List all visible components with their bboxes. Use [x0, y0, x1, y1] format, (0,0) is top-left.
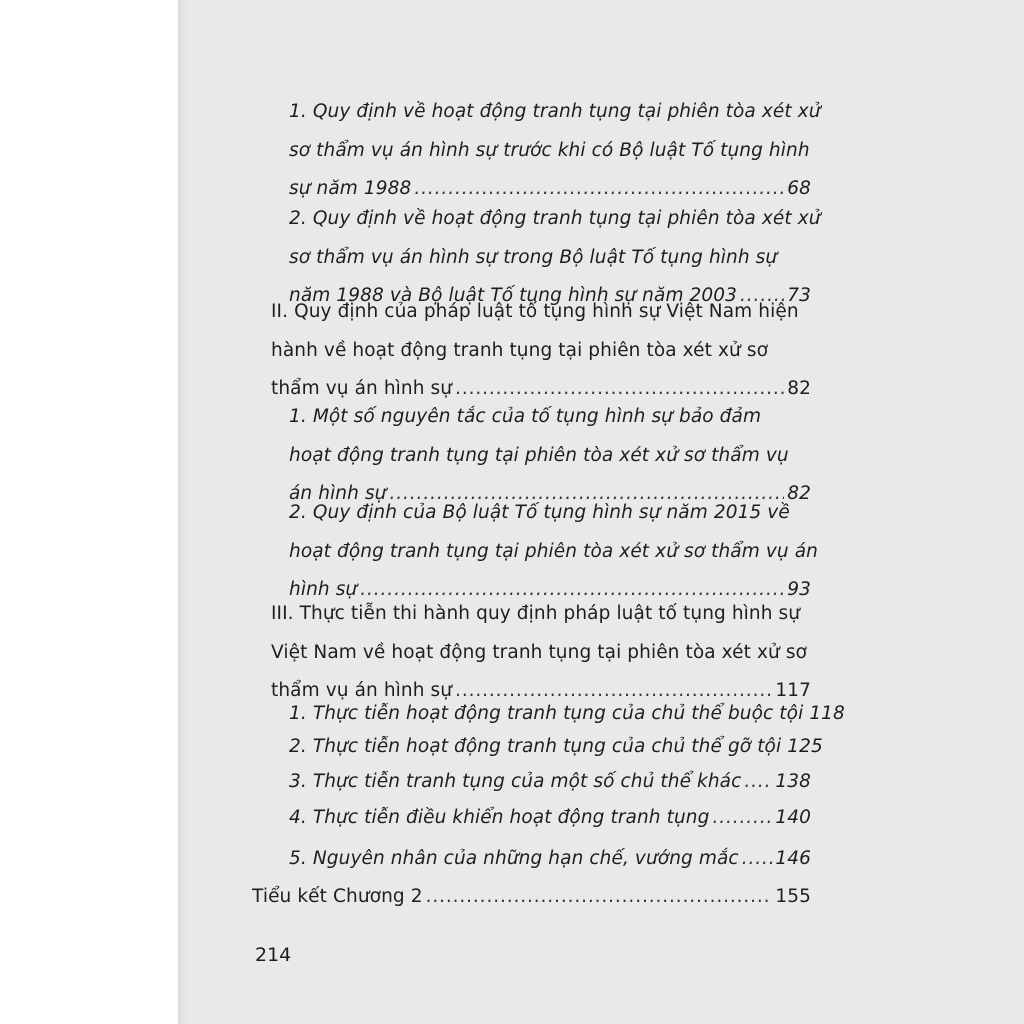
toc-entry-line: 4. Thực tiễn điều khiển hoạt động tranh tụng [289, 807, 710, 828]
toc-entry-line: sơ thẩm vụ án hình sự trước khi có Bộ luật Tố tụng hình [289, 139, 810, 161]
toc-entry-line: 2. Quy định của Bộ luật Tố tụng hình sự năm 2015 về [289, 502, 790, 523]
toc-page-number: 155 [775, 886, 811, 907]
toc-entry-last-line [289, 840, 811, 879]
toc-entry-line: Tiểu kết Chương 2 [252, 886, 423, 907]
toc-entry [289, 840, 811, 879]
toc-entry-last-line [289, 799, 811, 838]
page-number: 214 [255, 944, 292, 966]
toc-entry-line: 2. Thực tiễn hoạt động tranh tụng của chủ thể gỡ tội [289, 736, 782, 757]
dot-leader [744, 763, 772, 802]
toc-entry-line: hình sự [289, 579, 358, 600]
toc-entry [289, 728, 823, 767]
dot-leader [742, 840, 773, 879]
toc-entry-last-line [289, 763, 811, 802]
toc-page-number: 125 [787, 736, 823, 757]
toc-entry-line: năm 1988 và Bộ luật Tố tụng hình sự năm 2003 [289, 285, 738, 306]
toc-entry-line: hoạt động tranh tụng tại phiên tòa xét xử sơ thẩm vụ án [289, 540, 818, 562]
toc-entry-line: 1. Thực tiễn hoạt động tranh tụng của chủ thể buộc tội [289, 703, 804, 724]
dot-leader [426, 878, 773, 917]
toc-page-number: 138 [775, 771, 811, 792]
toc-entry-line: thẩm vụ án hình sự [271, 378, 453, 399]
toc-page-number: 118 [809, 703, 845, 724]
toc-entry [289, 93, 821, 209]
toc-entry-line: 2. Quy định về hoạt động tranh tụng tại phiên tòa xét xử [289, 208, 821, 229]
toc-entry-line: Việt Nam về hoạt động tranh tụng tại phiên tòa xét xử sơ [271, 641, 807, 663]
toc-page-number: 117 [775, 680, 811, 701]
toc-entry-line: sơ thẩm vụ án hình sự trong Bộ luật Tố tụng hình sự [289, 246, 778, 268]
toc-page-number: 140 [775, 807, 811, 828]
toc-entry-last-line [289, 728, 823, 767]
toc-entry [289, 799, 811, 838]
toc-entry [271, 293, 811, 409]
toc-entry [289, 494, 818, 610]
toc-entry-line: án hình sự [289, 483, 387, 504]
toc-page-number: 73 [787, 285, 811, 306]
toc-page-number: 93 [787, 579, 811, 600]
toc-entry-line: 5. Nguyên nhân của những hạn chế, vướng mắc [289, 848, 739, 869]
toc-entry-line: hoạt động tranh tụng tại phiên tòa xét xử sơ thẩm vụ [289, 444, 789, 466]
toc-entry-line: hành về hoạt động tranh tụng tại phiên tòa xét xử sơ [271, 339, 768, 361]
toc-entry-line: 1. Một số nguyên tắc của tố tụng hình sự bảo đảm [289, 406, 762, 427]
toc-entry [289, 763, 811, 802]
toc-entry-line: 3. Thực tiễn tranh tụng của một số chủ thể khác [289, 771, 742, 792]
toc-page-number: 68 [787, 178, 811, 199]
toc-entry [271, 595, 811, 711]
toc-page-number: 82 [787, 378, 811, 399]
toc-entry-line: sự năm 1988 [289, 178, 412, 199]
toc-entry-line: III. Thực tiễn thi hành quy định pháp luật tố tụng hình sự [271, 603, 801, 624]
dot-leader [712, 799, 772, 838]
toc-page-number: 146 [775, 848, 811, 869]
toc-entry-line: II. Quy định của pháp luật tố tụng hình sự Việt Nam hiện [271, 301, 799, 322]
toc-page-number: 82 [787, 483, 811, 504]
toc-entry-line: thẩm vụ án hình sự [271, 680, 453, 701]
toc-entry-last-line [252, 878, 811, 917]
toc-entry [252, 878, 811, 917]
toc-entry-line: 1. Quy định về hoạt động tranh tụng tại phiên tòa xét xử [289, 101, 821, 122]
